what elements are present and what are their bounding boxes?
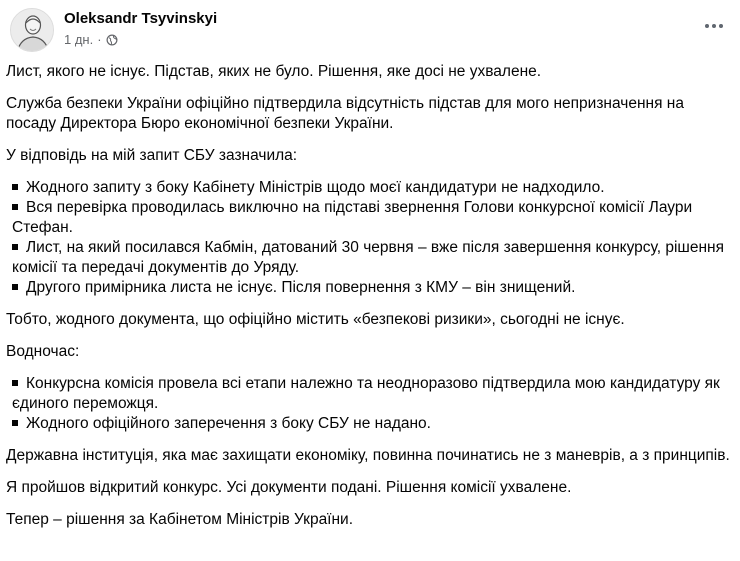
post-time[interactable]: 1 дн. (64, 32, 94, 47)
bullet-icon (12, 380, 18, 386)
list-item (6, 414, 734, 434)
paragraph-4: Тобто, жодного документа, що офіційно містить «безпекові ризики», сьогодні не існує. (6, 311, 625, 328)
list-item (6, 178, 734, 198)
paragraph-7: Я пройшов відкритий конкурс. Усі документи подані. Рішення комісії ухвалене. (6, 479, 572, 496)
meta-separator: · (97, 32, 102, 47)
commission-list (6, 374, 734, 434)
paragraph-3: У відповідь на мій запит СБУ зазначила: (6, 147, 298, 164)
list-item-text: Конкурсна комісія провела всі етапи належно та неодноразово підтвердила мою кандидатуру як єдиного переможця. (12, 375, 720, 412)
author-name[interactable]: Oleksandr Tsyvinskyi (64, 10, 218, 27)
list-item-text: Жодного офіційного заперечення з боку СБУ не надано. (26, 415, 431, 432)
list-item-text: Другого примірника листа не існує. Після повернення з КМУ – він знищений. (26, 279, 576, 296)
list-item (6, 198, 734, 238)
more-options-icon[interactable] (698, 14, 730, 38)
post-meta (64, 32, 118, 47)
bullet-icon (12, 244, 18, 250)
post-text (6, 62, 734, 542)
paragraph-1: Лист, якого не існує. Підстав, яких не було. Рішення, яке досі не ухвалене. (6, 63, 542, 80)
paragraph-2: Служба безпеки України офіційно підтвердила відсутність підстав для мого непризначення на посаду Директора Бюро економічної безпеки України. (6, 95, 684, 132)
paragraph-6: Державна інституція, яка має захищати економіку, повинна починатись не з маневрів, а з принципів. (6, 447, 730, 464)
globe-icon[interactable] (106, 34, 118, 46)
post-header (10, 8, 732, 56)
bullet-icon (12, 284, 18, 290)
paragraph-8: Тепер – рішення за Кабінетом Міністрів України. (6, 511, 354, 528)
list-item-text: Вся перевірка проводилась виключно на підставі звернення Голови конкурсної комісії Лаури Стефан. (12, 199, 693, 236)
list-item-text: Жодного запиту з боку Кабінету Міністрів щодо моєї кандидатури не надходило. (26, 179, 605, 196)
bullet-icon (12, 204, 18, 210)
list-item (6, 278, 734, 298)
profile-photo-icon (11, 9, 54, 52)
list-item (6, 238, 734, 278)
list-item-text: Лист, на який посилався Кабмін, датований 30 червня – вже після завершення конкурсу, рішення комісії та передачі документів до Уряду. (12, 239, 724, 276)
avatar[interactable] (10, 8, 54, 52)
response-list (6, 178, 734, 298)
bullet-icon (12, 420, 18, 426)
list-item (6, 374, 734, 414)
bullet-icon (12, 184, 18, 190)
paragraph-5: Водночас: (6, 343, 80, 360)
